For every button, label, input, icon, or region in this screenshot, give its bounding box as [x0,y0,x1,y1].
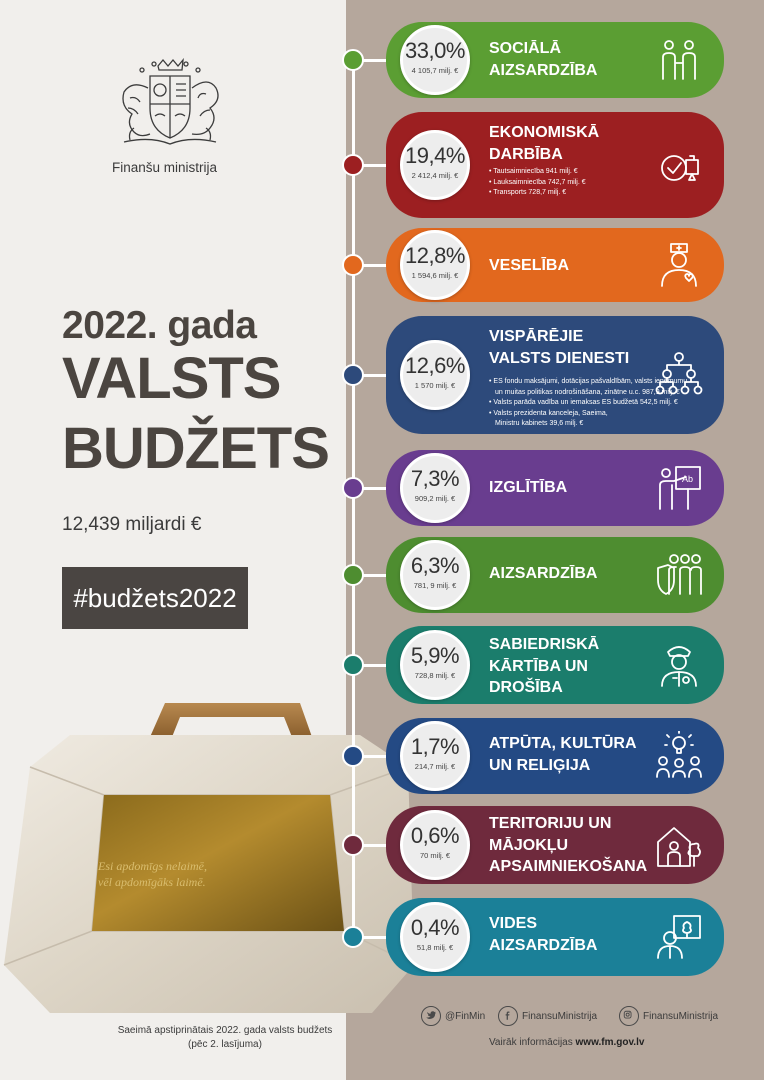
category-label-line: AIZSARDZĪBA [489,565,598,582]
category-label [489,255,569,277]
category-amount: 728,8 milj. € [414,671,456,680]
timeline-dot [342,154,364,176]
hierarchy-icon [654,350,704,400]
percentage-circle [400,130,470,200]
category-label-line: VALSTS DIENESTI [489,349,630,367]
category-label-line: SABIEDRISKĀ [489,636,600,653]
category-amount: 214,7 milj. € [414,762,456,771]
culture-idea-icon [654,731,704,781]
category-label [489,122,599,165]
category-amount: 2 412,4 milj. € [411,171,459,180]
category-label-line: APSAIMNIEKOŠANA [489,858,648,876]
category-label-line: AIZSARDZĪBA [489,61,598,79]
timeline-dot [342,834,364,856]
economic-activity-icon [654,140,704,190]
percentage-circle [400,340,470,410]
category-detail-line: un muitas politikas nodrošināšana, zinātne u.c. 987,9 milj. € [495,388,680,396]
category-label-line: MĀJOKĻU [489,836,569,854]
percentage-circle [400,902,470,972]
more-info [489,1037,644,1048]
svg-text:Ab: Ab [682,474,694,484]
category-label-line: UN RELIĢIJA [489,756,591,774]
category-label [489,326,629,369]
percentage-circle [400,810,470,880]
category-amount: 70 milj. € [419,851,450,860]
people-support-icon [654,35,704,85]
category-amount: 909,2 milj. € [414,494,456,503]
case-engraving-line-2: vēl apdomīgāks laimē. [98,875,206,889]
twitter-icon [421,1006,441,1026]
title-year: 2022. gada [62,304,257,347]
category-label-line: EKONOMISKĀ [489,124,600,141]
timeline-dot [342,564,364,586]
category-label [489,563,597,585]
category-detail-line: • Transports 728,7 milj. € [489,189,567,196]
caption-line-1: Saeimā apstiprinātais 2022. gada valsts budžets [117,1025,333,1036]
soldiers-icon [654,550,704,600]
category-percentage: 5,9% [410,643,460,668]
category-percentage: 0,4% [410,915,460,940]
category-detail-line: • ES fondu maksājumi, dotācijas pašvaldībām, valsts ieņēmumu [489,378,688,385]
environment-icon [654,912,704,962]
category-percentage: 12,8% [405,243,465,268]
category-percentage: 33,0% [405,38,465,63]
coat-of-arms-icon [110,58,230,150]
teacher-icon [654,463,704,513]
percentage-circle [400,721,470,791]
category-amount: 781, 9 milj. € [413,581,457,590]
instagram-handle: FinansuMinistrija [643,1011,719,1022]
budget-case-image [0,695,420,1020]
category-percentage: 1,7% [410,734,460,759]
doctor-icon [654,240,704,290]
category-detail-line: • Valsts prezidenta kanceleja, Saeima, [489,409,608,417]
percentage-circle [400,630,470,700]
category-label [489,477,567,499]
facebook-link[interactable] [498,1006,597,1028]
category-details [489,167,586,199]
timeline-dot [342,745,364,767]
website-link[interactable]: www.fm.gov.lv [575,1037,645,1048]
timeline-dot [342,654,364,676]
category-percentage: 12,6% [405,353,465,378]
category-detail-line: • Valsts parāda vadība un iemaksas ES budžetā 542,5 milj. € [489,399,678,406]
category-amount: 1 570 milj. € [414,381,456,390]
ministry-name: Finanšu ministrija [112,160,218,175]
category-label-line: IZGLĪTĪBA [489,479,568,496]
category-label-line: VESELĪBA [489,257,570,274]
police-officer-icon [654,640,704,690]
timeline-dot [342,477,364,499]
category-percentage: 6,3% [410,553,460,578]
category-label-line: DROŠĪBA [489,679,563,697]
timeline-dot [342,49,364,71]
category-amount: 51,8 milj. € [416,943,454,952]
category-label-line: KĀRTĪBA UN [489,657,588,675]
category-detail-line: • Lauksaimniecība 742,7 milj. € [489,178,586,186]
timeline-dot [342,926,364,948]
category-percentage: 19,4% [405,143,465,168]
timeline-dot [342,364,364,386]
instagram-icon [619,1006,639,1026]
title-line-2: BUDŽETS [62,416,329,481]
percentage-circle [400,25,470,95]
timeline-line [352,60,355,938]
percentage-circle [400,453,470,523]
facebook-handle: FinansuMinistrija [522,1011,598,1022]
category-label-line: VISPĀRĒJIE [489,328,584,345]
twitter-link[interactable] [421,1006,485,1028]
category-label-line: AIZSARDZĪBA [489,936,598,954]
category-amount: 1 594,6 milj. € [411,271,459,280]
category-detail-line: • Tautsaimniecība 941 milj. € [489,168,578,175]
hashtag-badge: #budžets2022 [62,567,248,629]
category-amount: 4 105,7 milj. € [411,66,459,75]
budget-total: 12,439 miljardi € [62,514,202,535]
twitter-handle: @FinMin [445,1011,486,1022]
percentage-circle [400,230,470,300]
facebook-icon [498,1006,518,1026]
caption-line-2: (pēc 2. lasījuma) [188,1038,262,1050]
category-label-line: DARBĪBA [489,145,563,163]
housing-icon [654,820,704,870]
image-caption [95,1024,355,1051]
category-percentage: 7,3% [410,466,460,491]
category-label [489,634,599,699]
category-label-line: SOCIĀLĀ [489,40,561,57]
category-label [489,38,597,81]
category-label-line: TERITORIJU UN [489,815,612,832]
category-percentage: 0,6% [410,823,460,848]
category-label-line: ATPŪTA, KULTŪRA [489,735,637,752]
instagram-link[interactable] [619,1006,718,1028]
category-label [489,913,597,956]
timeline-dot [342,254,364,276]
category-label [489,733,637,776]
case-engraving-line-1: Esi apdomīgs nelaimē, [98,859,207,873]
percentage-circle [400,540,470,610]
category-label [489,813,647,878]
category-label-line: VIDES [489,915,538,932]
category-detail-line: Ministru kabinets 39,6 milj. € [495,420,584,427]
title-line-1: VALSTS [62,346,281,411]
more-info-text: Vairāk informācijas [489,1037,573,1048]
